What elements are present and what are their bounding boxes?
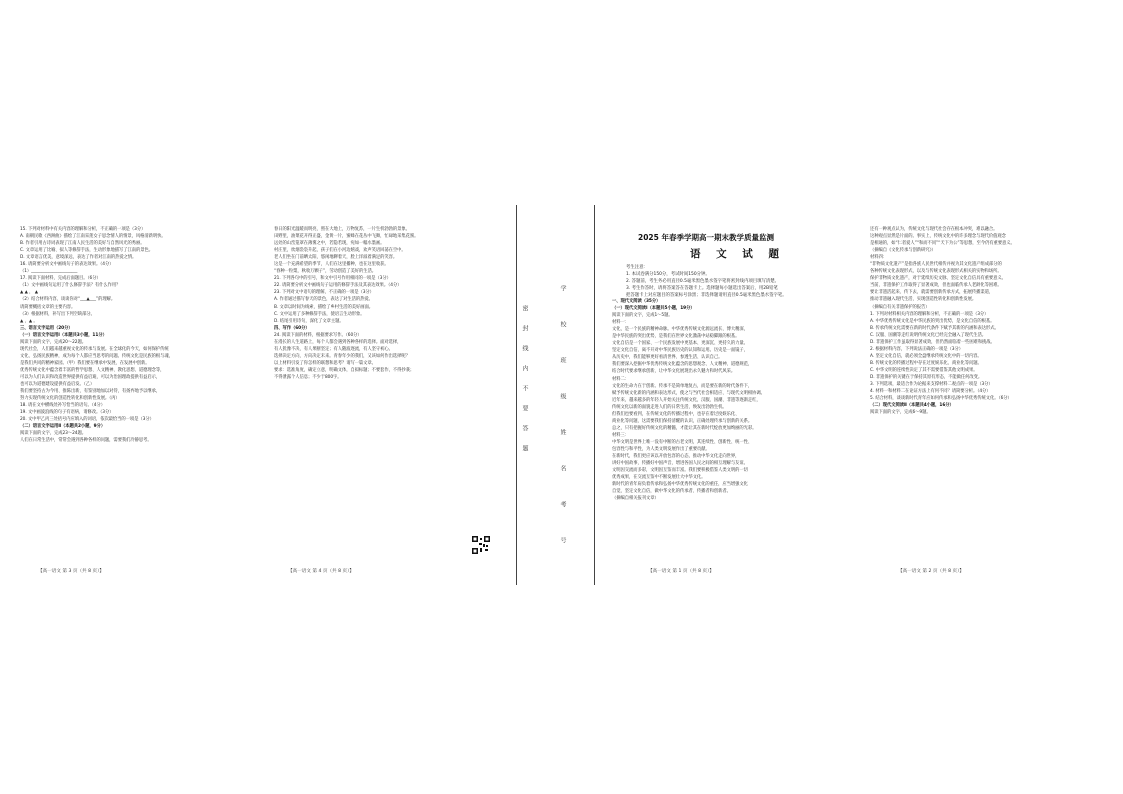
text-line: （二）语言文字运用Ⅱ（本题共2小题，9分） (20, 424, 106, 430)
text-line: 我们要坚持古为今用、推陈出新，有鉴别地加以对待，有扬弃地予以继承， (20, 389, 161, 395)
text-line: 要让非遗活起来、传下去，就需要创新传承方式，拓展传播渠道， (870, 290, 994, 296)
text-line: （3）根据材料，补写出下列空缺部分。 (20, 311, 95, 317)
text-line: D. 非遗保护的关键在于保持其原有形态，不能做任何改变。 (870, 374, 983, 380)
info-field-label: 姓名 (559, 429, 566, 501)
text-line: 这是一个充满希望的季节，人们在这里播种，也在这里收获。 (274, 262, 389, 268)
seal-char: 封 (521, 325, 528, 345)
text-line: 老人们坐在门前晒太阳，悠闲地聊着天，脸上洋溢着满足的笑容。 (274, 255, 398, 261)
text-line: 传统文化以新的面貌走进人们的日常生活，焕发出勃勃生机。 (612, 404, 727, 410)
text-line: A. 中华优秀传统文化是中华民族的突出优势，是文化自信的根基。 (870, 318, 995, 324)
text-line: 赋予传统文化新的内涵和表达形式，使之与当代社会相适应、与现代文明相协调。 (612, 390, 765, 396)
seal-char: 内 (521, 365, 528, 385)
notice-line: 把答题卡上对应题目的答案标号涂黑；非选择题请用直径0.5毫米黑色墨水签字笔。 (626, 293, 787, 298)
text-line: 讲好中国故事，传播好中国声音，增进各国人民之间的相互理解与友谊。 (612, 461, 748, 467)
text-line: 优秀成果，在交流互鉴中不断发展壮大中华文化。 (612, 475, 706, 481)
text-line: 远处的山峦笼罩在薄雾之中，若隐若现，宛如一幅水墨画。 (274, 241, 385, 247)
text-line: 4. 材料一和材料二在论证方法上有何不同？请简要分析。（4分） (870, 389, 991, 395)
text-line: B. 传承传统文化需要在新的时代条件下赋予其新的内涵和表达形式。 (870, 325, 999, 331)
page-footer: 【高一语文 第 1 页（共 8 页）】 (648, 569, 714, 574)
column-questions-21-24 (274, 226, 498, 566)
text-line: 2. 根据材料内容，下列说法正确的一项是（3分） (870, 346, 963, 352)
text-line: ▲ ，▲ 。 (20, 318, 38, 324)
text-line: （一）现代文阅读Ⅰ（本题共5小题，19分） (612, 306, 695, 312)
page-footer: 【高一语文 第 2 页（共 8 页）】 (898, 569, 964, 574)
text-line: 我们要深入挖掘中华优秀传统文化蕴含的思想观念、人文精神、道德规范， (612, 362, 753, 368)
text-line: 还有一种观点认为，传统文化与现代社会存在根本冲突，难以融合。 (870, 227, 998, 232)
seal-char: 题 (521, 445, 528, 465)
text-line: 18. 请在文中横线处补写恰当的语句。（4分） (20, 403, 105, 409)
text-line: B. 作者引用古诗词表现了江南人民生活的美好与自然风光的秀丽。 (20, 241, 145, 247)
text-line: D. 结尾引用诗句，深化了文章主题。 (274, 318, 344, 324)
text-line: 文化，是一个民族的精神命脉。中华优秀传统文化源远流长、博大精深， (612, 327, 748, 333)
text-line: 保护非物质文化遗产，对于延续历史文脉、坚定文化自信具有重要意义。 (870, 276, 1006, 282)
text-line: C. 汉服、国潮等走红说明传统文化已经完全融入了现代生活。 (870, 332, 986, 338)
text-line: 村庄里，炊烟袅袅升起，孩子们在小河边嬉戏，欢声笑语回荡在空中。 (274, 248, 406, 254)
text-line: 中华文明是世界上唯一没有中断的古老文明，其连续性、创新性、统一性、 (612, 439, 753, 445)
page-footer: 【高一语文 第 4 页（共 8 页）】 (288, 569, 354, 574)
text-line: （摘编自《文化传承与创新研究》） (870, 248, 936, 254)
text-line: 材料二： (612, 376, 629, 382)
text-line: 阅读下面的文字，完成23～24题。 (20, 431, 86, 437)
text-line: 23. 下列对文中语句的理解，不正确的一项是（3分） (274, 290, 374, 296)
text-line: 一、现代文阅读（35分） (612, 299, 661, 304)
text-line: 人们在日常生活中，常常会遇到各种各样的问题，需要我们冷静思考。 (20, 438, 152, 444)
column-questions-15-20 (20, 226, 252, 566)
text-line: B. 文章以时间为线索，描绘了乡村生活的美好画面。 (274, 304, 373, 310)
seal-line (594, 205, 595, 585)
exam-sheet-left (20, 218, 498, 580)
column-questions-1-5 (870, 226, 1104, 566)
text-line: 3. 下列选项，最适合作为论据来支撑材料二观点的一项是（3分） (870, 382, 993, 388)
text-line: “非物质文化遗产”是指各族人民世代相传并视为其文化遗产组成部分的 (870, 262, 1002, 268)
text-line: 17. 阅读下面材料，完成后面题目。（6分） (20, 276, 101, 282)
text-line: 文化自信是一个国家、一个民族发展中更基本、更深沉、更持久的力量。 (612, 341, 748, 347)
text-line: （1）文中画线句运用了什么修辞手法？有什么作用？ (20, 283, 121, 289)
exam-notice (626, 264, 854, 299)
text-line: 田野里，油菜花开得正盛，金黄一片，蜜蜂在花丛中飞舞，忙碌地采集花蜜。 (274, 234, 419, 240)
seal-char: 线 (521, 345, 528, 365)
text-line: 24. 阅读下面的材料，根据要求写作。（60分） (274, 332, 362, 338)
text-line: 请简要概括文章的主要内容。 (20, 304, 76, 310)
text-line: 但我们也要看到，在传统文化的传播过程中，也存在着过度娱乐化、 (612, 411, 740, 417)
text-line: C. 文章运用了比喻、拟人等修辞手法，生动形象地描写了江南的景色。 (20, 248, 153, 254)
text-line: 包容性与和平性，为人类文明发展作出了重要贡献。 (612, 446, 710, 452)
text-line: A. 南朝民歌《西洲曲》描绘了江南采莲女子思念情人的情景，风格清新明快。 (20, 234, 166, 240)
text-line: 阅读下面的文字，完成1～5题。 (612, 313, 673, 319)
text-line: 材料四： (870, 255, 887, 261)
text-line: “春种一粒粟，秋收万颗子”，劳动创造了美好的生活。 (274, 269, 377, 275)
text-line: 各种传统文化表现形式，以及与传统文化表现形式相关的实物和场所。 (870, 269, 1002, 275)
text-line: 新时代的青年肩负着传承和弘扬中华优秀传统文化的重任，应当增强文化 (612, 482, 748, 488)
text-line: 是我们共同的精神家园。（甲）我们要在继承中发展，在发展中创新。 (20, 360, 150, 366)
text-line: 春日的阳光温暖而明亮，照在大地上，万物复苏，一片生机勃勃的景象。 (274, 227, 410, 232)
info-field-label: 考号 (559, 501, 566, 573)
text-line: 近年来，越来越多的年轻人开始关注传统文化，汉服、国潮、非遗等逐渐走红， (612, 397, 761, 403)
text-line: 结合时代要求继承创新，让中华文化展现出永久魅力和时代风采。 (612, 369, 736, 375)
text-line: 文明因交流而多彩，文明因互鉴而丰富。我们要积极借鉴人类文明的一切 (612, 468, 748, 474)
text-line: 材料一： (612, 320, 629, 326)
text-line: 当前，非遗保护工作取得了显著成效，但也面临传承人老龄化等困难。 (870, 283, 1002, 289)
text-line: 四、写作（60分） (274, 325, 310, 331)
text-line: 材料三： (612, 432, 629, 438)
column-reading-materials (612, 298, 852, 566)
text-line: 选择决定方向，方向决定未来。青春年少的我们，又该如何作出选择呢？ (274, 353, 410, 359)
notice-line: 1. 本试卷满分150分，考试时间150分钟。 (626, 272, 710, 277)
text-line: 总之，只有把握好传统文化的精髓，才能让其在新时代绽放更加绚丽的光彩。 (612, 425, 757, 431)
notice-line: 2. 答题前，考生务必用直径0.5毫米黑色墨水签字笔将密封线内项目填写清楚。 (626, 279, 780, 284)
text-line: 文化的生命力在于创新。传承不是简单地复古，而是要在新的时代条件下， (612, 383, 753, 389)
text-line: （一）语言文字运用Ⅰ（本题共3小题，11分） (20, 332, 107, 338)
seal-char: 要 (521, 405, 528, 425)
text-line: （摘编自有关非遗保护的报告） (870, 304, 930, 310)
text-line: 不得泄露个人信息；不少于800字。 (274, 374, 342, 380)
text-line: 要求：选准角度，确定立意，明确文体，自拟标题；不要套作，不得抄袭； (274, 367, 415, 373)
text-line: 15. 下列对材料中有关内容的理解和分析，不正确的一项是（3分） (20, 227, 146, 232)
text-line: （1）______________________ (20, 269, 78, 275)
exam-sheet-right (612, 218, 1108, 580)
text-line: D. 非遗保护工作虽取得显著成效，但仍然面临着一些困难和挑战。 (870, 339, 995, 345)
text-line: 在漫长的人生道路上，每个人都会遇到各种各样的选择。面对选择， (274, 339, 402, 345)
text-line: 自觉，坚定文化自信，做中华文化的传承者、传播者和创新者。 (612, 489, 731, 495)
seal-char: 答 (521, 425, 528, 445)
text-line: 以上材料引发了你怎样的联想和思考？请写一篇文章。 (274, 360, 376, 366)
text-line: ▲ ▲ ， ▲ (20, 290, 38, 296)
exam-subtitle: 语 文 试 题 (690, 248, 785, 260)
text-line: 5. 结合材料，谈谈新时代青年应如何传承和弘扬中华优秀传统文化。（6分） (870, 396, 1012, 402)
info-field-label: 学校 (559, 285, 566, 357)
text-line: 有人犹豫不决，有人果断坚定；有人随波逐流，有人坚守初心。 (274, 346, 393, 352)
text-line: 21. 下列各句中的引号，和文中引号作用相同的一项是（3分） (274, 276, 391, 282)
text-line: 这种观点显然是片面的。事实上，传统文化中的许多理念与现代价值观念 (870, 234, 1006, 240)
seal-char: 不 (521, 385, 528, 405)
info-field-label: 班级 (559, 357, 566, 429)
notice-line: 3. 考生作答时，请将答案答在答题卡上。选择题每小题选出答案后，用2B铅笔 (626, 286, 778, 291)
text-line: 是中华民族的突出优势，是我们在世界文化激荡中站稳脚跟的根基。 (612, 334, 740, 340)
text-line: C. 中华文明的连续性决定了其不需要借鉴其他文明成果。 (870, 367, 978, 373)
text-line: 16. 请简要分析文中画线句子的表达效果。（4分） (20, 262, 114, 268)
text-line: 努力实现传统文化的创造性转化和创新性发展。（丙） (20, 396, 120, 402)
text-line: B. 传统文化的传播过程中存在过度娱乐化、商业化等问题。 (870, 360, 982, 366)
text-line: 推动非遗融入现代生活，实现创造性转化和创新性发展。 (870, 297, 977, 303)
text-line: 是相通的，如“仁者爱人”“和而不同”“天下为公”等思想，至今仍有重要意义。 (870, 241, 1015, 247)
text-line: 19. 文中画波浪线的句子有语病，请修改。（3分） (20, 410, 114, 416)
text-line: 商业化等问题，这需要我们保持清醒的认识，正确处理传承与创新的关系。 (612, 418, 753, 424)
seal-label (520, 305, 529, 465)
text-line: D. 文章语言优美，意境深远，表达了作者对江南的热爱之情。 (20, 255, 137, 261)
text-line: 阅读下面的文字，完成6～9题。 (870, 410, 931, 416)
binding-margin (510, 205, 602, 585)
exam-title: 2025 年春季学期高一期末教学质量监测 (638, 233, 774, 242)
notice-heading: 考生注意： (626, 265, 648, 270)
text-line: （摘编自相关报刊文章） (612, 496, 659, 502)
seal-line (516, 205, 517, 585)
text-line: A. 坚定文化自信，就必须全盘继承传统文化中的一切内容。 (870, 353, 982, 359)
text-line: （二）现代文阅读Ⅱ（本题共4小题，16分） (870, 403, 954, 409)
qr-code (472, 536, 490, 554)
text-line: 阅读下面的文字，完成20～22题。 (20, 339, 86, 345)
text-line: 三、语言文字运用（20分） (20, 325, 73, 331)
text-line: 现代社会，人们越来越重视文化的传承与发展。在全球化的今天，如何保护传统 (20, 346, 169, 352)
text-line: 也可以为道德建设提供有益启发。（乙） (20, 382, 95, 388)
text-line: A. 作者通过描写春天的景色，表达了对生活的热爱。 (274, 297, 373, 303)
student-info-fields (558, 285, 567, 573)
page-footer: 【高一语文 第 3 页（共 8 页）】 (38, 569, 104, 574)
text-line: C. 文中运用了多种修辞手法，使语言生动形象。 (274, 311, 365, 317)
text-line: 优秀传统文化中蕴含着丰富的哲学思想、人文精神、教化思想、道德理念等， (20, 367, 165, 373)
text-line: 文化、弘扬民族精神，成为每个人都应当思考的问题。传统文化是民族的根与魂， (20, 353, 173, 359)
seal-char: 密 (521, 305, 528, 325)
text-line: 1. 下列对材料相关内容的理解和分析，不正确的一项是（3分） (870, 311, 989, 317)
text-line: 20. 文中甲乙丙三处括号内应填入的词语，依次最恰当的一项是（3分） (20, 417, 154, 423)
text-line: 可以为人们认识和改造世界提供有益启迪，可以为治国理政提供有益启示， (20, 374, 161, 380)
text-line: 22. 请简要分析文中画线句子运用的修辞手法及其表达效果。（4分） (274, 283, 402, 289)
text-line: 从历史中，我们能够更好看清世界、参透生活、认识自己。 (612, 355, 723, 361)
text-line: 在新时代，我们更应该以开放包容的心态，推动中华文化走向世界， (612, 454, 740, 460)
text-line: 坚定文化自信，离不开对中华民族历史的认知和运用。历史是一面镜子， (612, 348, 748, 354)
text-line: （2）结合材料内容，谈谈你对“___▲___”的理解。 (20, 297, 116, 303)
